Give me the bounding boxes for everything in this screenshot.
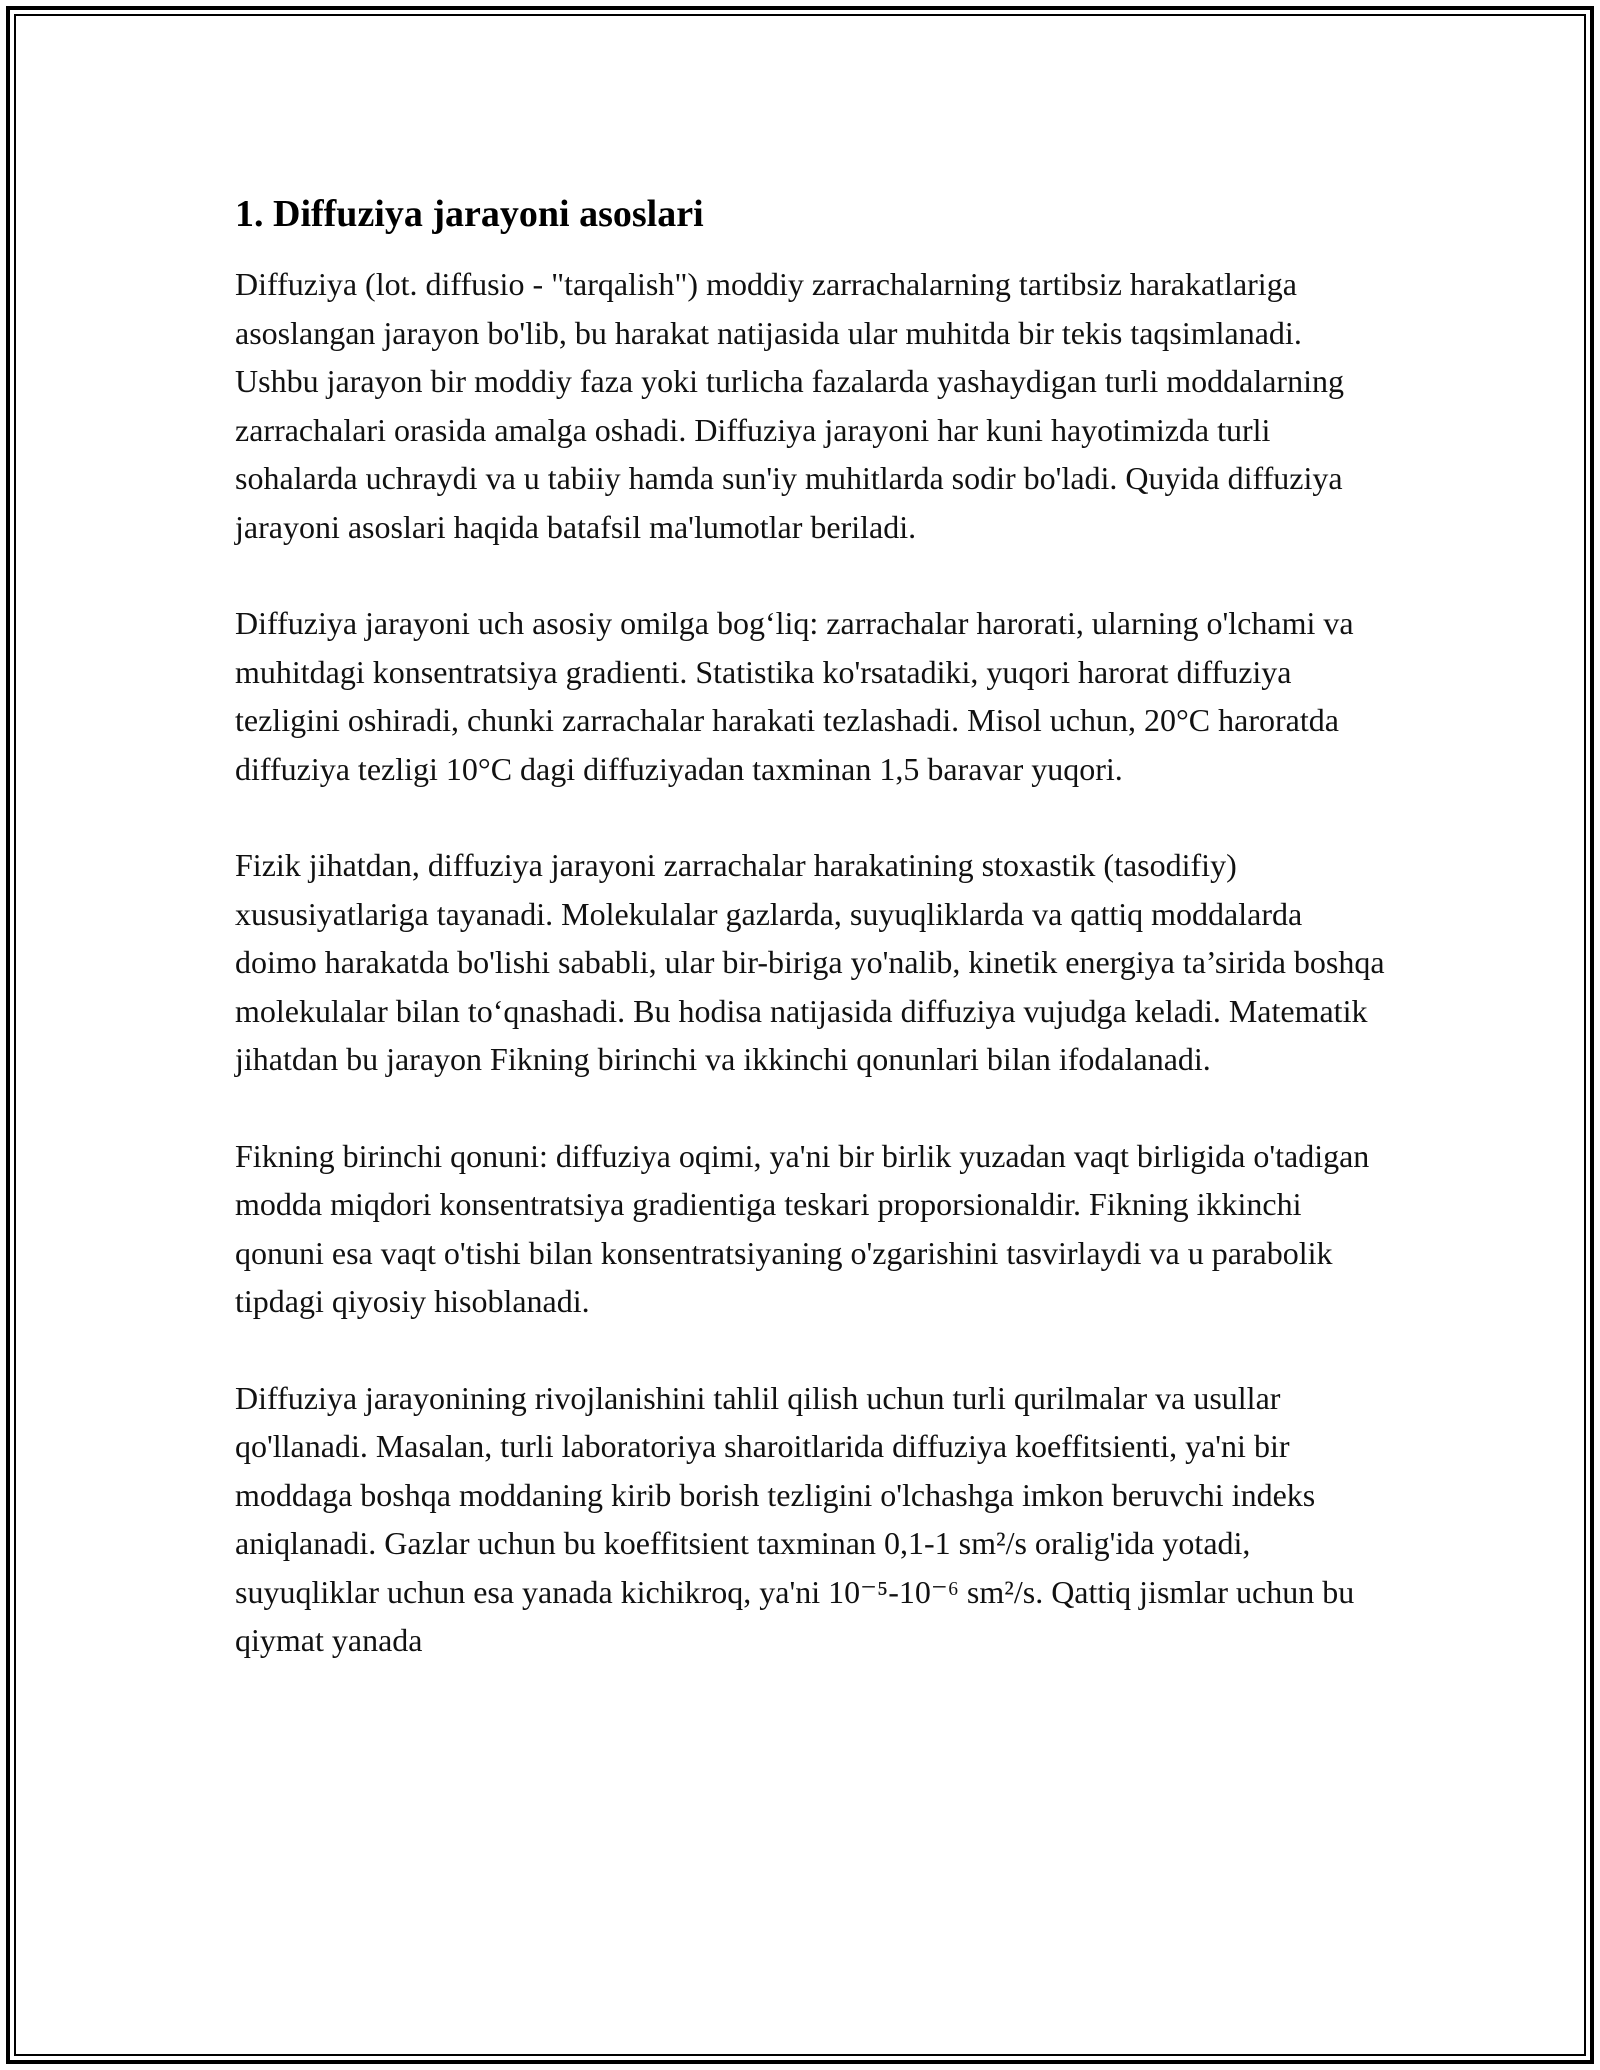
paragraph-physics: Fizik jihatdan, diffuziya jarayoni zarrachalar harakatining stoxastik (tasodifiy) xususiyatlariga tayanadi. Molekulalar gazlarda, suyuqliklarda va qattiq moddalarda doimo harakatda bo'lishi sababli, ular bir-biriga yo'nalib, kinetik energiya ta’sirida boshqa molekulalar bilan to‘qnashadi. Bu hodisa natijasida diffuziya vujudga keladi. Matematik jihatdan bu jarayon Fikning birinchi va ikkinchi qonunlari bilan ifodalanadi. (235, 847, 1385, 1077)
paragraph-intro: Diffuziya (lot. diffusio - "tarqalish") moddiy zarrachalarning tartibsiz harakatlariga asoslangan jarayon bo'lib, bu harakat natijasida ular muhitda bir tekis taqsimlanadi. Ushbu jarayon bir moddiy faza yoki turlicha fazalarda yashaydigan turli moddalarning zarrachalari orasida amalga oshadi. Diffuziya jarayoni har kuni hayotimizda turli sohalarda uchraydi va u tabiiy hamda sun'iy muhitlarda sodir bo'ladi. Quyida diffuziya jarayoni asoslari haqida batafsil ma'lumotlar beriladi. (235, 266, 1344, 545)
paragraph-factors: Diffuziya jarayoni uch asosiy omilga bog‘liq: zarrachalar harorati, ularning o'lchami va muhitdagi konsentratsiya gradienti. Statistika ko'rsatadiki, yuqori harorat diffuziya tezligini oshiradi, chunki zarrachalar harakati tezlashadi. Misol uchun, 20°C haroratda diffuziya tezligi 10°C dagi diffuziyadan taxminan 1,5 baravar yuqori. (235, 605, 1354, 787)
paragraph-fick-laws: Fikning birinchi qonuni: diffuziya oqimi, ya'ni bir birlik yuzadan vaqt birligida o'tadigan modda miqdori konsentratsiya gradientiga teskari proporsionaldir. Fikning ikkinchi qonuni esa vaqt o'tishi bilan konsentratsiyaning o'zgarishini tasvirlaydi va u parabolik tipdagi qiyosiy hisoblanadi. (235, 1137, 1370, 1319)
section-heading: 1. Diffuziya jarayoni asoslari (235, 193, 704, 235)
paragraph-measurement: Diffuziya jarayonining rivojlanishini tahlil qilish uchun turli qurilmalar va usullar qo'llanadi. Masalan, turli laboratoriya sharoitlarida diffuziya koeffitsienti, ya'ni bir moddaga boshqa moddaning kirib borish tezligini o'lchashga imkon beruvchi indeks aniqlanadi. Gazlar uchun bu koeffitsient taxminan 0,1-1 sm²/s oralig'ida yotadi, suyuqliklar uchun esa yanada kichikroq, ya'ni 10⁻⁵-10⁻⁶ sm²/s. Qattiq jismlar uchun bu qiymat yanada (235, 1379, 1355, 1658)
document-body (235, 188, 1385, 1665)
